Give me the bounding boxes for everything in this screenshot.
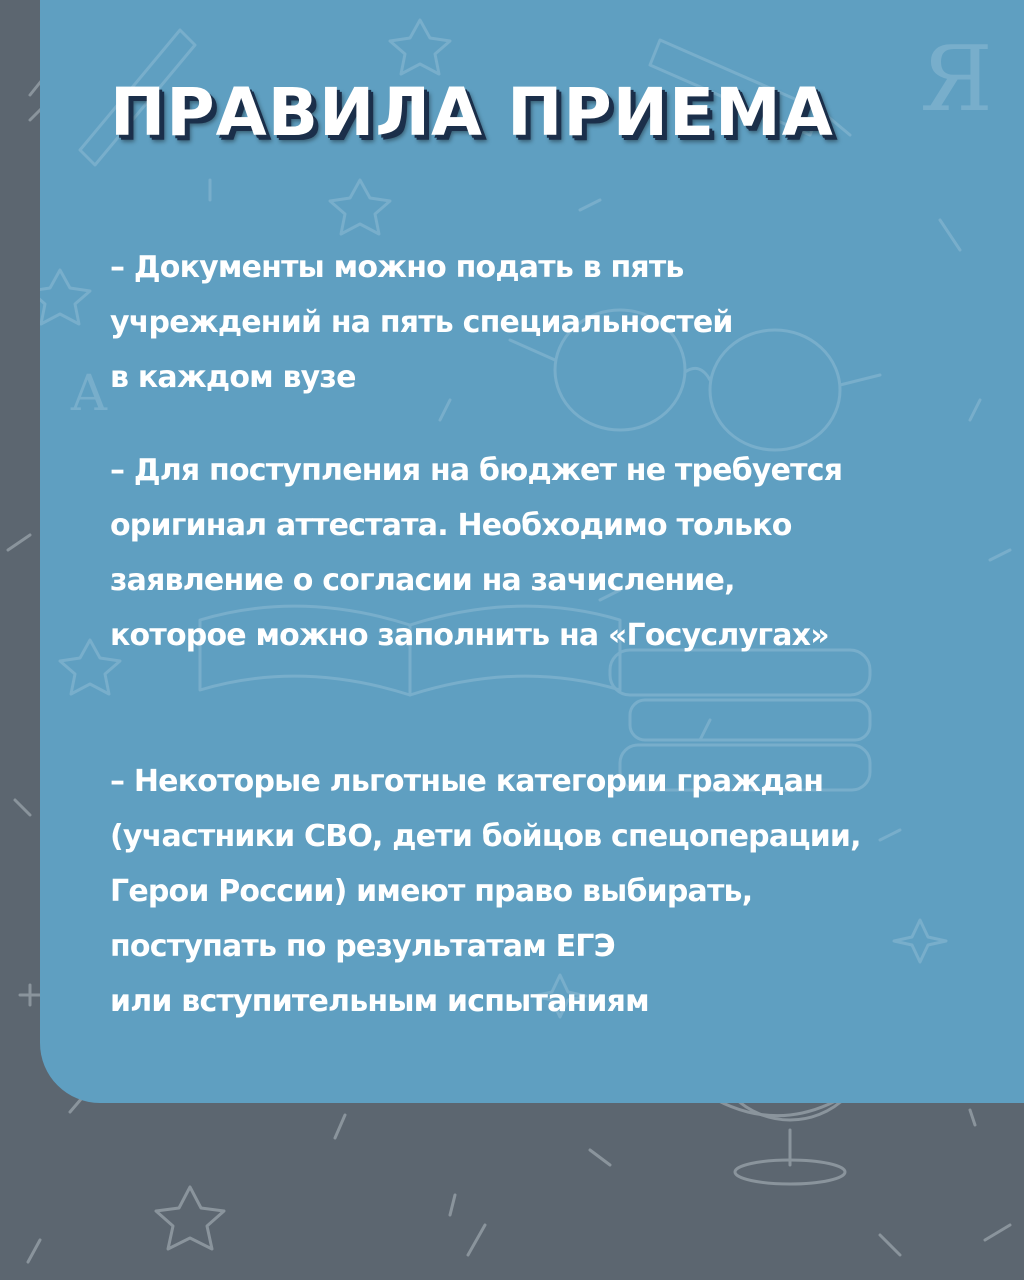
rule-benefit-categories: – Некоторые льготные категории граждан (участники СВО, дети бойцов спецоперации, Герои России) имеют право выбирать, поступать по результатам ЕГЭ или вступительным испытаниям	[110, 764, 861, 1019]
svg-text:Я: Я	[920, 27, 993, 132]
page-title: ПРАВИЛА ПРИЕМА	[110, 74, 834, 151]
star-icon	[40, 270, 90, 324]
rule-budget-original: – Для поступления на бюджет не требуется оригинал аттестата. Необходимо только заявление о согласии на зачисление, которое можно заполнить на «Госуслугах»	[110, 453, 843, 653]
star-icon	[156, 1187, 224, 1249]
star-icon	[330, 180, 390, 234]
star-icon	[390, 20, 450, 74]
rule-documents: – Документы можно подать в пять учреждений на пять специальностей в каждом вузе	[110, 250, 733, 395]
svg-text:А: А	[70, 364, 108, 422]
star-icon	[894, 920, 946, 962]
